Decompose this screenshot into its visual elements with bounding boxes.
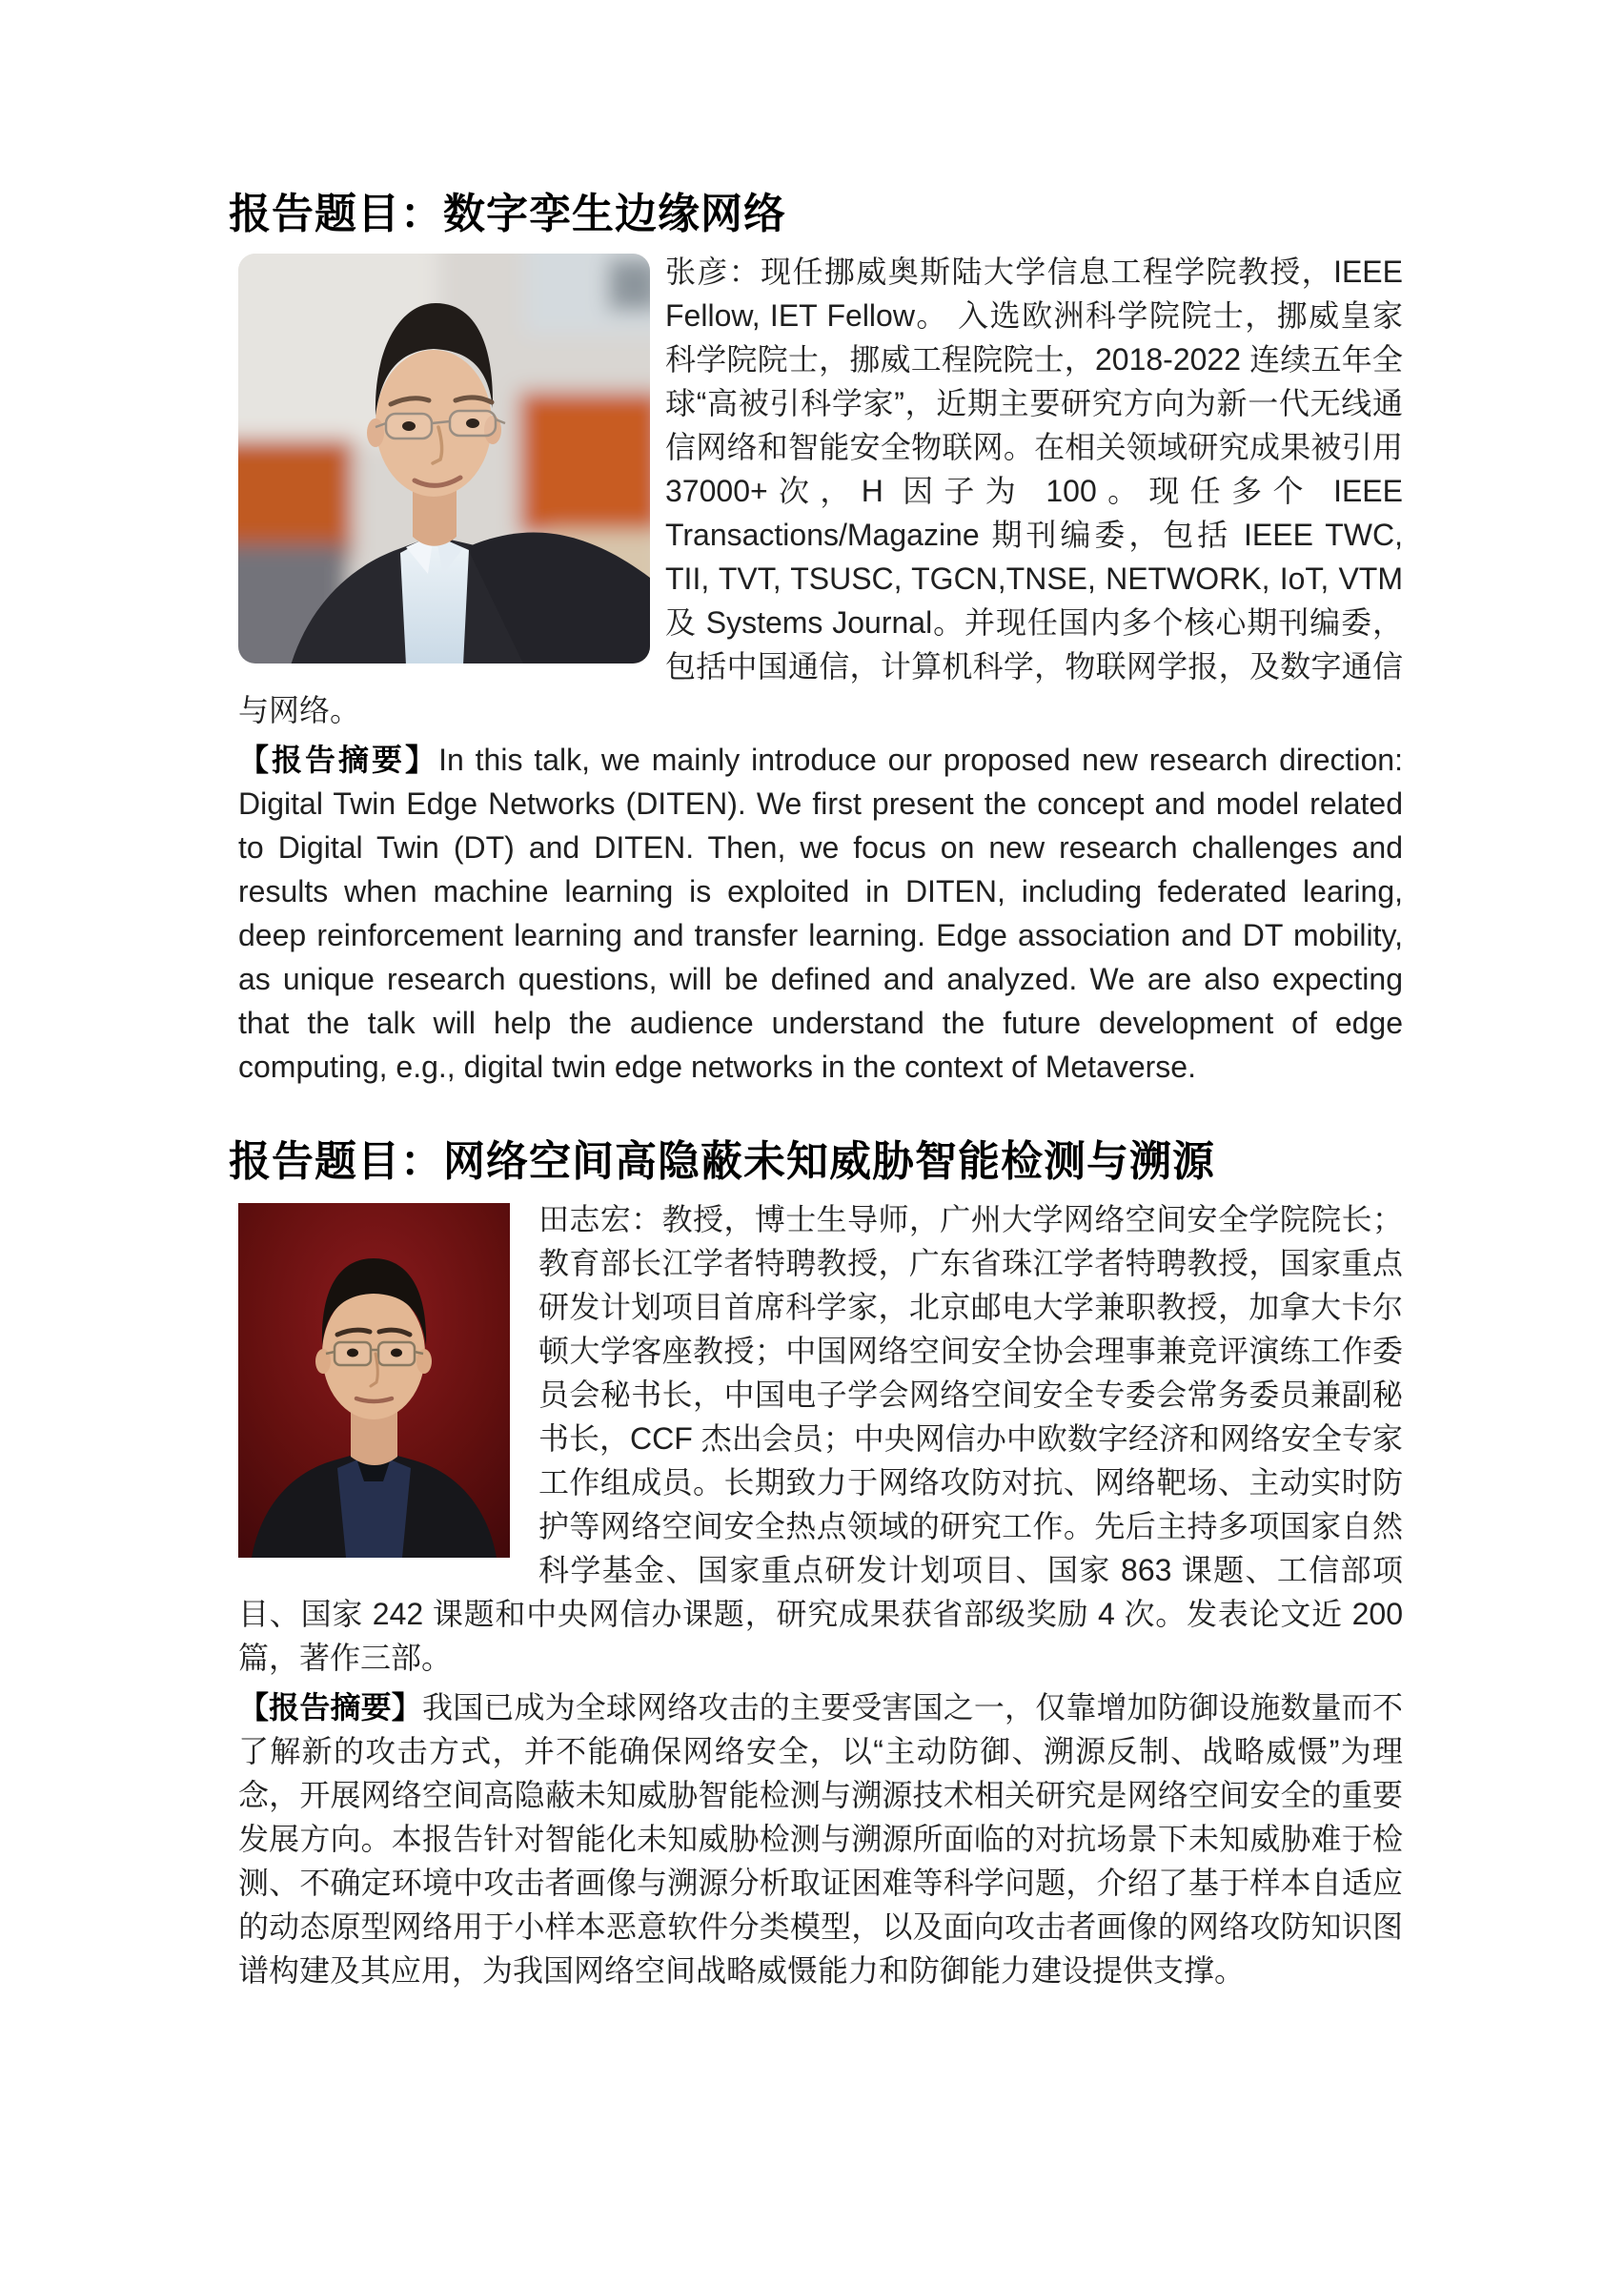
talk-section-diten — [229, 187, 1403, 1089]
speaker-photo-tian-zhihong — [238, 1203, 510, 1558]
abstract-paragraph — [238, 738, 1403, 1089]
speaker-bio-text: 张彦：现任挪威奥斯陆大学信息工程学院教授，IEEE Fellow, IET Fellow。 入选欧洲科学院院士，挪威皇家科学院院士，挪威工程院院士，2018-2022 连续五年全球“高被引科学家”，近期主要研究方向为新一代无线通信网络和智能安全物联网。在相关领域研究成果被引用 37000+次，H 因子为 100。现任多个 IEEE Transactions/Magazine 期刊编委，包括 IEEE TWC, TII, TVT, TSUSC, TGCN,TNSE, NETWORK, IoT, VTM 及 Systems Journal。并现任国内多个核心期刊编委，包括中国通信，计算机科学，物联网学报，及数字通信与网络。 — [238, 250, 1403, 732]
tian-zhihong-portrait-illustration — [238, 1203, 510, 1558]
abstract-label: 【报告摘要】 — [238, 743, 439, 777]
abstract-text: 我国已成为全球网络攻击的主要受害国之一，仅靠增加防御设施数量而不了解新的攻击方式，并不能确保网络安全，以“主动防御、溯源反制、战略威慑”为理念，开展网络空间高隐蔽未知威胁智能检测与溯源技术相关研究是网络空间安全的重要发展方向。本报告针对智能化未知威胁检测与溯源所面临的对抗场景下未知威胁难于检测、不确定环境中攻击者画像与溯源分析取证困难等科学问题，介绍了基于样本自适应的动态原型网络用于小样本恶意软件分类模型，以及面向攻击者画像的网络攻防知识图谱构建及其应用，为我国网络空间战略威慑能力和防御能力建设提供支撑。 — [238, 1690, 1403, 1988]
speaker-bio-text: 田志宏：教授，博士生导师，广州大学网络空间安全学院院长；教育部长江学者特聘教授，广东省珠江学者特聘教授，国家重点研发计划项目首席科学家，北京邮电大学兼职教授，加拿大卡尔顿大学客座教授；中国网络空间安全协会理事兼竞评演练工作委员会秘书长，中国电子学会网络空间安全专委会常务委员兼副秘书长，CCF 杰出会员；中央网信办中欧数字经济和网络安全专家工作组成员。长期致力于网络攻防对抗、网络靶场、主动实时防护等网络空间安全热点领域的研究工作。先后主持多项国家自然科学基金、国家重点研发计划项目、国家 863 课题、工信部项目、国家 242 课题和中央网信办课题，研究成果获省部级奖励 4 次。发表论文近 200 篇，著作三部。 — [238, 1202, 1403, 1675]
page-content — [229, 187, 1403, 1992]
zhang-yan-portrait-illustration — [238, 254, 650, 663]
talk-title: 报告题目：数字孪生边缘网络 — [229, 191, 786, 237]
speaker-photo-zhang-yan — [238, 254, 650, 663]
talk-title: 报告题目：网络空间高隐蔽未知威胁智能检测与溯源 — [229, 1138, 1215, 1185]
abstract-paragraph — [238, 1685, 1403, 1992]
talk-section-cyberspace — [229, 1134, 1403, 1992]
abstract-label: 【报告摘要】 — [238, 1690, 422, 1725]
abstract-text: In this talk, we mainly introduce our proposed new research direction: Digital Twin Edge Networks (DITEN). We first present the concept and model related to Digital Twin (DT) and DITEN. Then, we focus on new research challenges and results when machine learning is exploited in DITEN, including federated learing, deep reinforcement learning and transfer learning. Edge association and DT mobility, as unique research questions, will be defined and analyzed. We are also expecting that the talk will help the audience understand the future development of edge computing, e.g., digital twin edge networks in the context of Metaverse. — [238, 743, 1403, 1084]
